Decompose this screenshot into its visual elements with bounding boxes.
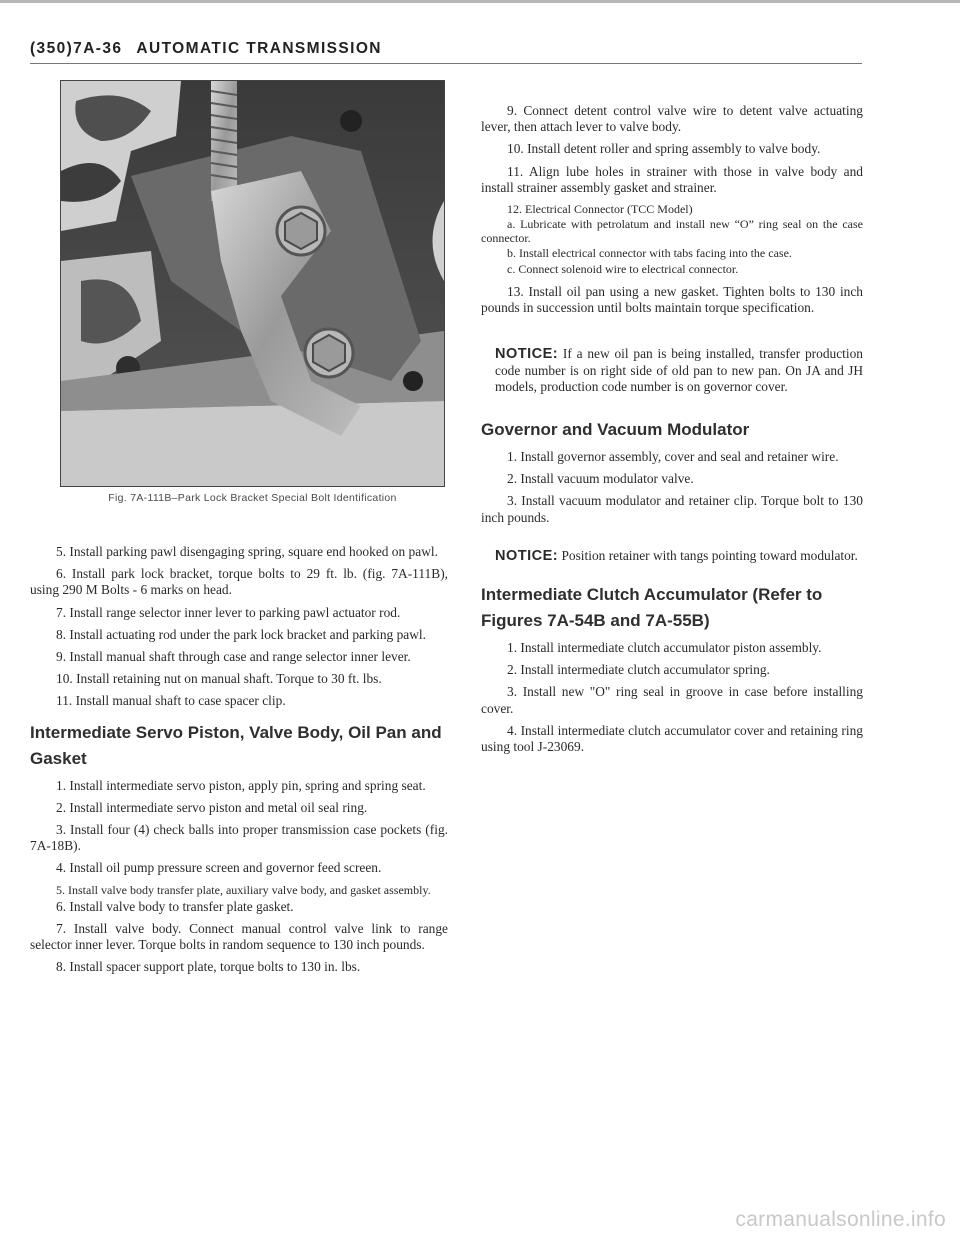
step-text: 2. Install intermediate clutch accumulator spring.: [507, 662, 770, 678]
step-text: 5. Install parking pawl disengaging spring, square end hooked on pawl.: [56, 544, 438, 559]
sub-step-text: c. Connect solenoid wire to electrical connector.: [507, 261, 739, 276]
sub-step-text: a. Lubricate with petrolatum and install new “O” ring seal on the case connector.: [481, 217, 863, 245]
notice-text: If a new oil pan is being installed, transfer production code number is on right side of old pan to new pan. On JA and JH models, production code number is on governor cover.: [495, 346, 863, 394]
notice-label: NOTICE:: [495, 346, 559, 363]
step-text: 5. Install valve body transfer plate, auxiliary valve body, and gasket assembly.: [56, 882, 431, 897]
section-heading-servo: Intermediate Servo Piston, Valve Body, Oil Pan and Gasket: [30, 722, 442, 768]
step-text: 10. Install retaining nut on manual shaft. Torque to 30 ft. lbs.: [56, 671, 382, 687]
step-text: 9. Connect detent control valve wire to detent valve actuating lever, then attach lever to valve body.: [481, 103, 863, 135]
notice-oil-pan: [495, 346, 863, 395]
step-text: 13. Install oil pan using a new gasket. Tighten bolts to 130 inch pounds in succession until bolts maintain torque specification.: [481, 284, 863, 316]
notice-retainer: [495, 548, 863, 564]
page-header: [30, 40, 862, 64]
step-text: 12. Electrical Connector (TCC Model): [507, 202, 693, 217]
step-text: 2. Install vacuum modulator valve.: [507, 471, 694, 487]
section-heading-governor: Governor and Vacuum Modulator: [481, 420, 750, 440]
step-text: 3. Install vacuum modulator and retainer clip. Torque bolt to 130 inch pounds.: [481, 493, 863, 525]
watermark: carmanualsonline.info: [735, 1208, 946, 1231]
notice-label: NOTICE:: [495, 547, 559, 564]
step-text: 3. Install new "O" ring seal in groove in case before installing cover.: [481, 684, 863, 716]
step-text: 11. Install manual shaft to case spacer clip.: [56, 693, 286, 709]
notice-text: Position retainer with tangs pointing toward modulator.: [558, 547, 858, 563]
step-text: 8. Install spacer support plate, torque bolts to 130 in. lbs.: [56, 959, 361, 975]
step-text: 7. Install valve body. Connect manual control valve link to range selector inner lever. Torque bolts in random sequence to 130 inch pounds.: [30, 920, 448, 953]
step-text: 4. Install intermediate clutch accumulator cover and retaining ring using tool J-23069.: [481, 722, 863, 755]
right-column: [481, 103, 863, 761]
figure-caption: Fig. 7A-111B–Park Lock Bracket Special Bolt Identification: [108, 492, 397, 504]
step-text: 8. Install actuating rod under the park lock bracket and parking pawl.: [56, 626, 426, 642]
step-text: 4. Install oil pump pressure screen and governor feed screen.: [56, 860, 382, 876]
step-text: 10. Install detent roller and spring assembly to valve body.: [507, 141, 821, 157]
step-text: 3. Install four (4) check balls into proper transmission case pockets (fig. 7A-18B).: [30, 822, 448, 854]
step-text: 1. Install intermediate clutch accumulator piston assembly.: [507, 640, 822, 656]
step-text: 1. Install governor assembly, cover and seal and retainer wire.: [507, 449, 839, 465]
sub-step-text: b. Install electrical connector with tabs facing into the case.: [507, 246, 792, 261]
top-border: [0, 0, 960, 3]
park-lock-bracket-photo: [61, 81, 444, 486]
step-text: 7. Install range selector inner lever to parking pawl actuator rod.: [56, 604, 401, 620]
section-heading-accumulator: Intermediate Clutch Accumulator (Refer to Figures 7A-54B and 7A-55B): [481, 585, 823, 631]
figure-photo: [60, 80, 445, 487]
step-text: 6. Install park lock bracket, torque bolts to 29 ft. lb. (fig. 7A-111B), using 290 M Bolts - 6 marks on head.: [30, 566, 448, 598]
step-text: 11. Align lube holes in strainer with those in valve body and install strainer assembly gasket and strainer.: [481, 163, 863, 195]
step-text: 1. Install intermediate servo piston, apply pin, spring and spring seat.: [56, 777, 426, 793]
left-column: [30, 544, 448, 981]
step-text: 9. Install manual shaft through case and range selector inner lever.: [56, 649, 411, 665]
step-text: 6. Install valve body to transfer plate gasket.: [56, 898, 294, 914]
page-title: AUTOMATIC TRANSMISSION: [136, 40, 382, 57]
step-text: 2. Install intermediate servo piston and metal oil seal ring.: [56, 799, 368, 815]
page-code: (350)7A-36: [30, 40, 123, 57]
